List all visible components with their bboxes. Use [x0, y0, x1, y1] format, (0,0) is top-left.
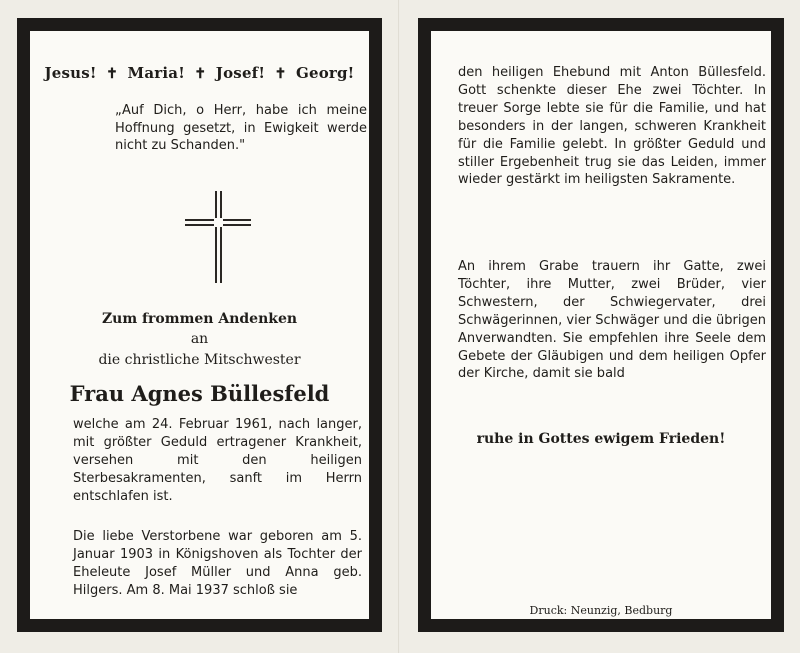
invocation-word: Jesus! [44, 64, 97, 82]
invocation-word: Georg! [295, 64, 355, 82]
death-paragraph: welche am 24. Februar 1961, nach langer, mit größter Geduld ertragener Krankheit, versehen mit den heiligen Sterbesakramenten, sanft im Herrn entschlafen ist. [73, 417, 362, 504]
card-fold [398, 0, 400, 653]
invocation-word: Josef! [215, 64, 266, 82]
memorial-subtitle: die christliche Mitschwester [98, 352, 301, 368]
bible-quote: „Auf Dich, o Herr, habe ich meine Hoffnung gesetzt, in Ewigkeit werde nicht zu Schanden." [115, 103, 367, 153]
cross-icon [185, 191, 251, 283]
mourners-paragraph: An ihrem Grabe trauern ihr Gatte, zwei Töchter, ihre Mutter, zwei Brüder, vier Schwestern, der Schwiegervater, drei Schwägerinnen, vier Schwäger und die übrigen Anverwandten. Sie empfehlen ihre Seele dem Gebete der Gläubigen und dem heiligen Opfer der Kirche, damit sie bald [458, 259, 766, 382]
memorial-an: an [190, 331, 209, 347]
printer-credit: Druck: Neunzig, Bedburg [529, 604, 673, 617]
deceased-name: Frau Agnes Büllesfeld [69, 381, 330, 406]
memorial-title: Zum frommen Andenken [101, 311, 298, 327]
closing-line: ruhe in Gottes ewigem Frieden! [476, 431, 726, 447]
memorial-heading [30, 309, 369, 408]
small-cross-icon: ✝ [106, 66, 119, 82]
small-cross-icon: ✝ [194, 66, 207, 82]
right-page [418, 18, 784, 632]
invocation-word: Maria! [127, 64, 185, 82]
marriage-paragraph: den heiligen Ehebund mit Anton Büllesfeld. Gott schenkte dieser Ehe zwei Töchter. In treuer Sorge lebte sie für die Familie, und hat besonders in der langen, schweren Krankheit für die Familie gelebt. In größter Geduld und stiller Ergebenheit trug sie das Leiden, immer wieder gestärkt im heiligsten Sakramente. [458, 65, 766, 188]
left-page [17, 18, 382, 632]
biography-paragraph: Die liebe Verstorbene war geboren am 5. Januar 1903 in Königshoven als Tochter der Eheleute Josef Müller und Anna geb. Hilgers. Am 8. Mai 1937 schloß sie [73, 529, 362, 598]
small-cross-icon: ✝ [274, 66, 287, 82]
invocation [30, 64, 369, 82]
